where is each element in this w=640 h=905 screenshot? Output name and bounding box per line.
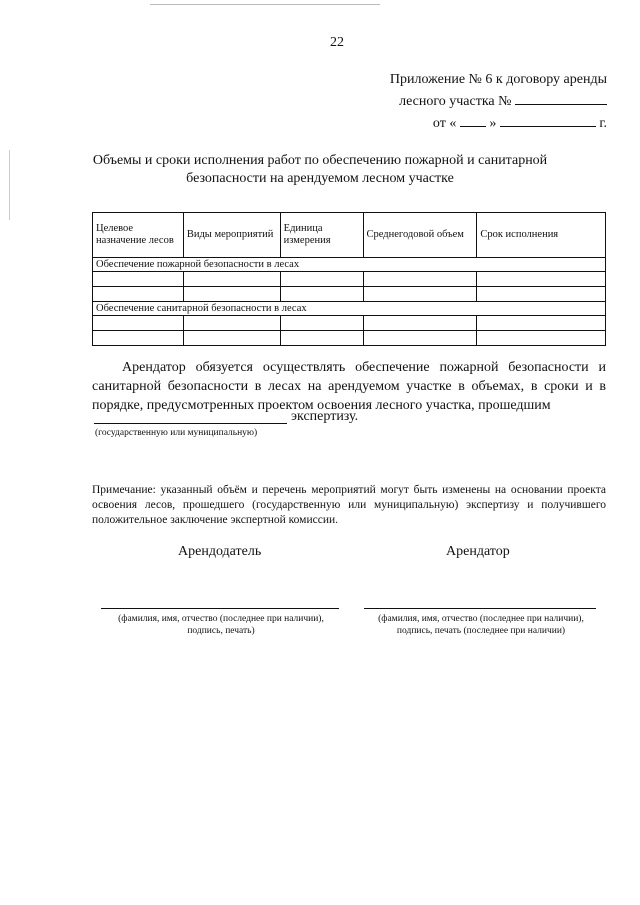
lessor-caption-line-2: подпись, печать) [187, 626, 255, 636]
appendix-line-1: Приложение № 6 к договору аренды [389, 72, 607, 87]
table-header-row [93, 213, 606, 258]
section-row-sanitary [93, 302, 606, 316]
note-block [92, 483, 606, 528]
table-row [93, 287, 606, 302]
works-table [92, 212, 606, 346]
year-suffix: г. [599, 116, 607, 131]
note-text: Примечание: указанный объём и перечень мероприятий могут быть изменены на основании проекта освоения лесов, прошедшего (государственную или муниципальную) экспертизу и получившего положительное заключение экспертной комиссии. [92, 484, 606, 526]
day-blank [460, 113, 486, 127]
title-line-1: Объемы и сроки исполнения работ по обеспечению пожарной и санитарной [92, 153, 548, 168]
expertise-type-blank [94, 409, 287, 424]
section-row-fire [93, 258, 606, 272]
table-row [93, 272, 606, 287]
document-title [90, 152, 550, 188]
lessor-signature-line [101, 608, 339, 609]
date-label-open: от « [432, 116, 457, 131]
lessee-label: Арендатор [446, 544, 510, 559]
table-row [93, 331, 606, 346]
col-header-volume: Среднегодовой объем [363, 213, 477, 258]
table-row [93, 316, 606, 331]
col-header-term: Срок исполнения [477, 213, 606, 258]
month-year-blank [500, 113, 596, 127]
col-header-activities: Виды мероприятий [183, 213, 280, 258]
lessee-signature-line [364, 608, 596, 609]
appendix-header [390, 69, 607, 135]
page-number: 22 [330, 35, 344, 50]
appendix-line-2 [390, 91, 607, 113]
lessor-label: Арендодатель [178, 544, 262, 559]
lease-number-label: лесного участка № [399, 94, 512, 109]
col-header-unit: Единица измерения [280, 213, 363, 258]
col-header-purpose: Целевое назначение лесов [93, 213, 184, 258]
section-sanitary-label: Обеспечение санитарной безопасности в лесах [93, 302, 606, 316]
lessee-caption-line-2: подпись, печать (последнее при наличии) [396, 626, 566, 636]
obligation-paragraph [92, 358, 606, 415]
scan-edge-line [150, 4, 380, 5]
lessor-signature-caption [96, 613, 346, 637]
expertise-caption: (государственную или муниципальную) [95, 428, 258, 438]
lessee-signature-caption [356, 613, 606, 637]
section-fire-label: Обеспечение пожарной безопасности в лесах [93, 258, 606, 272]
expertise-word: экспертизу. [291, 409, 359, 424]
appendix-line-3 [390, 113, 607, 135]
lease-number-blank [515, 91, 607, 105]
lessor-caption-line-1: (фамилия, имя, отчество (последнее при наличии), [118, 614, 324, 624]
title-line-2: безопасности на арендуемом лесном участке [186, 171, 454, 186]
obligation-text: Арендатор обязуется осуществлять обеспечение пожарной безопасности и санитарной безопасности в лесах на арендуемом участке в объемах, в сроки и в порядке, предусмотренных проектом освоения лесного участка, прошедшим [92, 360, 606, 413]
date-label-close: » [489, 116, 497, 131]
scan-edge-mark [9, 150, 10, 220]
lessee-caption-line-1: (фамилия, имя, отчество (последнее при наличии), [378, 614, 584, 624]
